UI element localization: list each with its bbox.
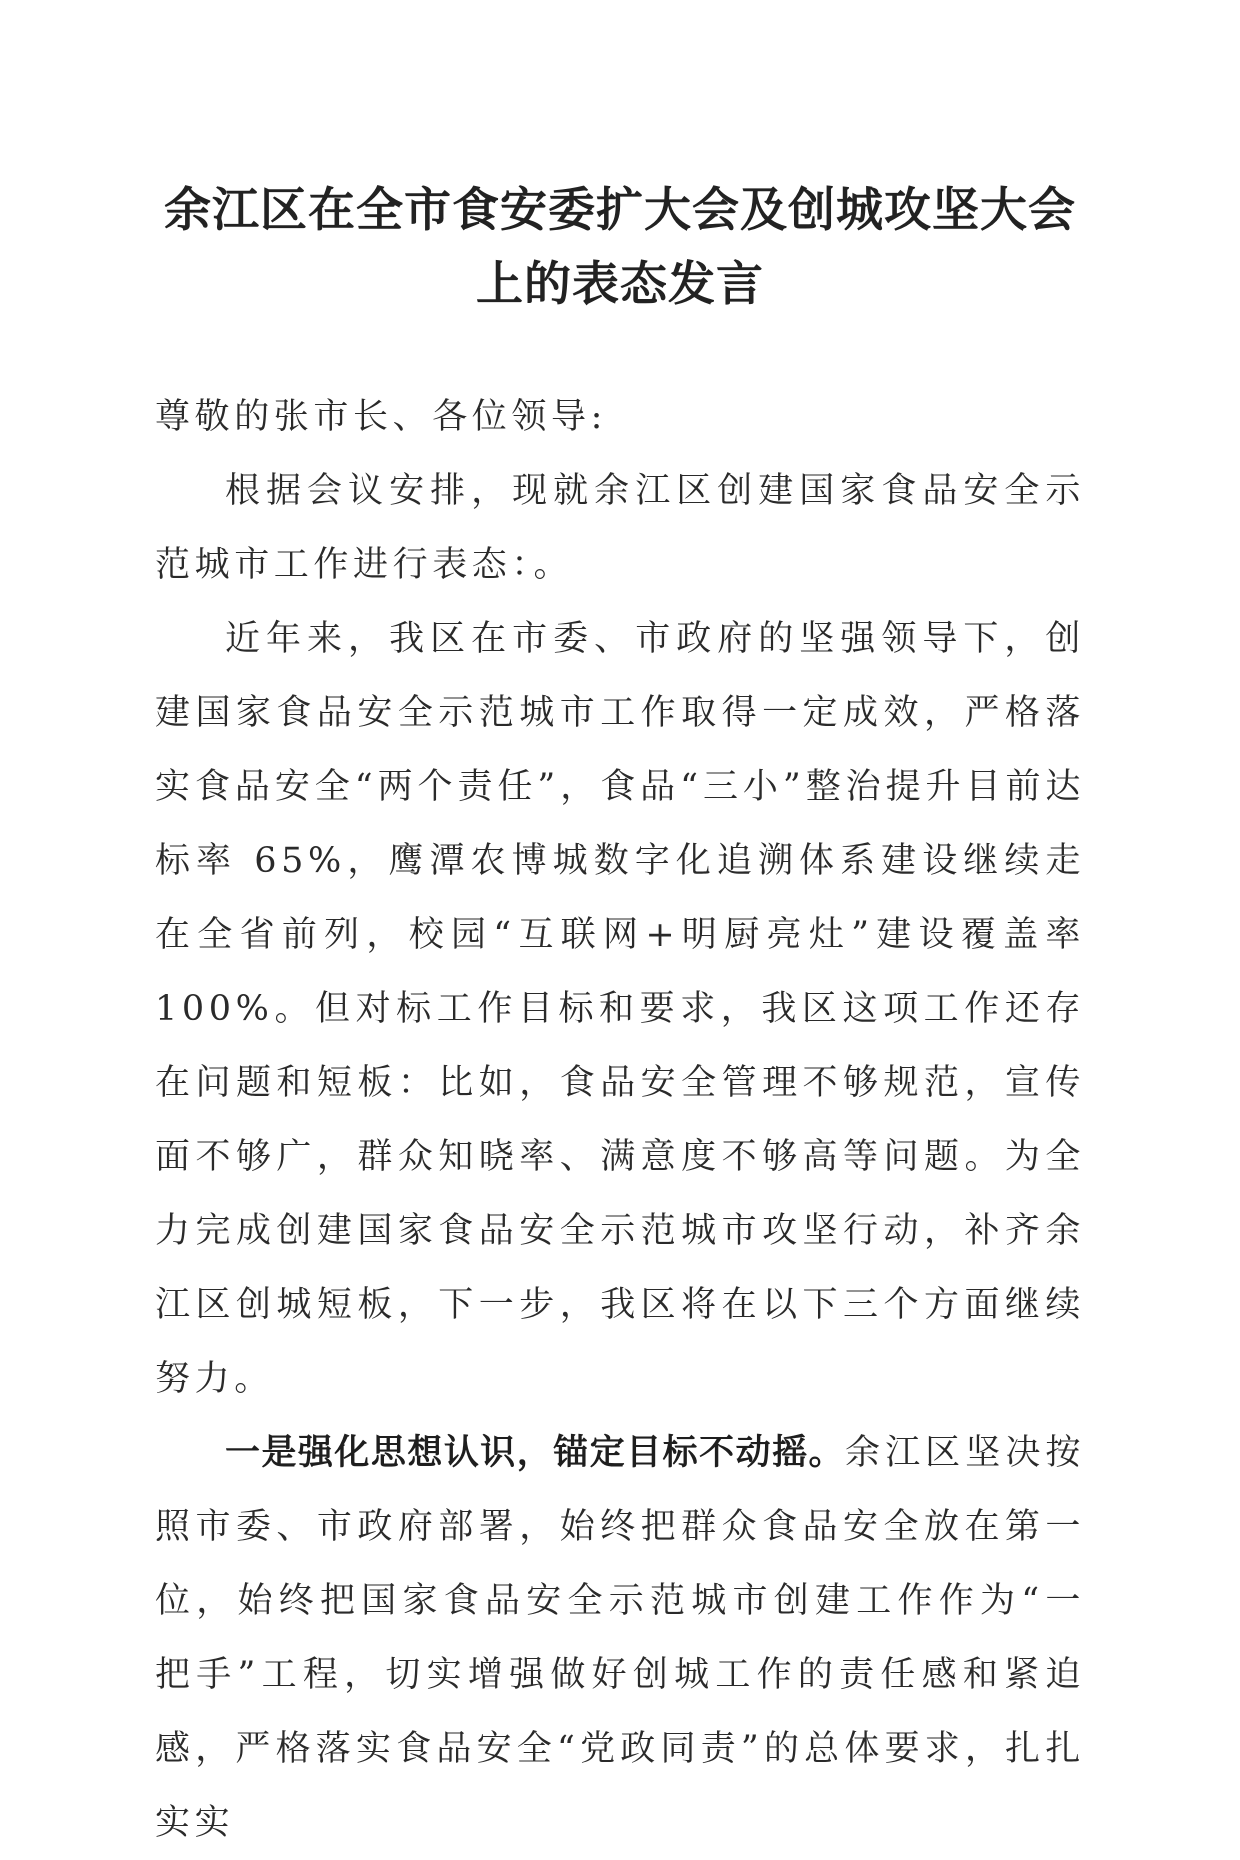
document-title: 余江区在全市食安委扩大会及创城攻坚大会上的表态发言 [164,183,1076,312]
paragraph-3-heading: 一是强化思想认识，锚定目标不动摇。 [225,1432,846,1473]
salutation: 尊敬的张市长、各位领导: [155,397,607,437]
paragraph-2: 近年来，我区在市委、市政府的坚强领导下，创建国家食品安全示范城市工作取得一定成效，严格落实食品安全“两个责任”，食品“三小”整治提升目前达标率 65%，鹰潭农博城数字化追溯体系建设继续走在全省前列，校园“互联网+明厨亮灶”建设覆盖率 100%。但对标工作目标和要求，我区这项工作还存在问题和短板：比如，食品安全管理不够规范，宣传面不够广，群众知晓率、满意度不够高等问题。为全力完成创建国家食品安全示范城市攻坚行动，补齐余江区创城短板，下一步，我区将在以下三个方面继续努力。 [155,619,1085,1399]
paragraph-1: 根据会议安排，现就余江区创建国家食品安全示范城市工作进行表态：。 [155,471,1085,585]
paragraph-3-body: 余江区坚决按照市委、市政府部署，始终把群众食品安全放在第一位，始终把国家食品安全示范城市创建工作作为“一把手”工程，切实增强做好创城工作的责任感和紧迫感，严格落实食品安全“党政同责”的总体要求，扎扎实实 [155,1433,1085,1843]
paragraph-3 [155,1416,1085,1860]
document-body [155,380,1085,1860]
